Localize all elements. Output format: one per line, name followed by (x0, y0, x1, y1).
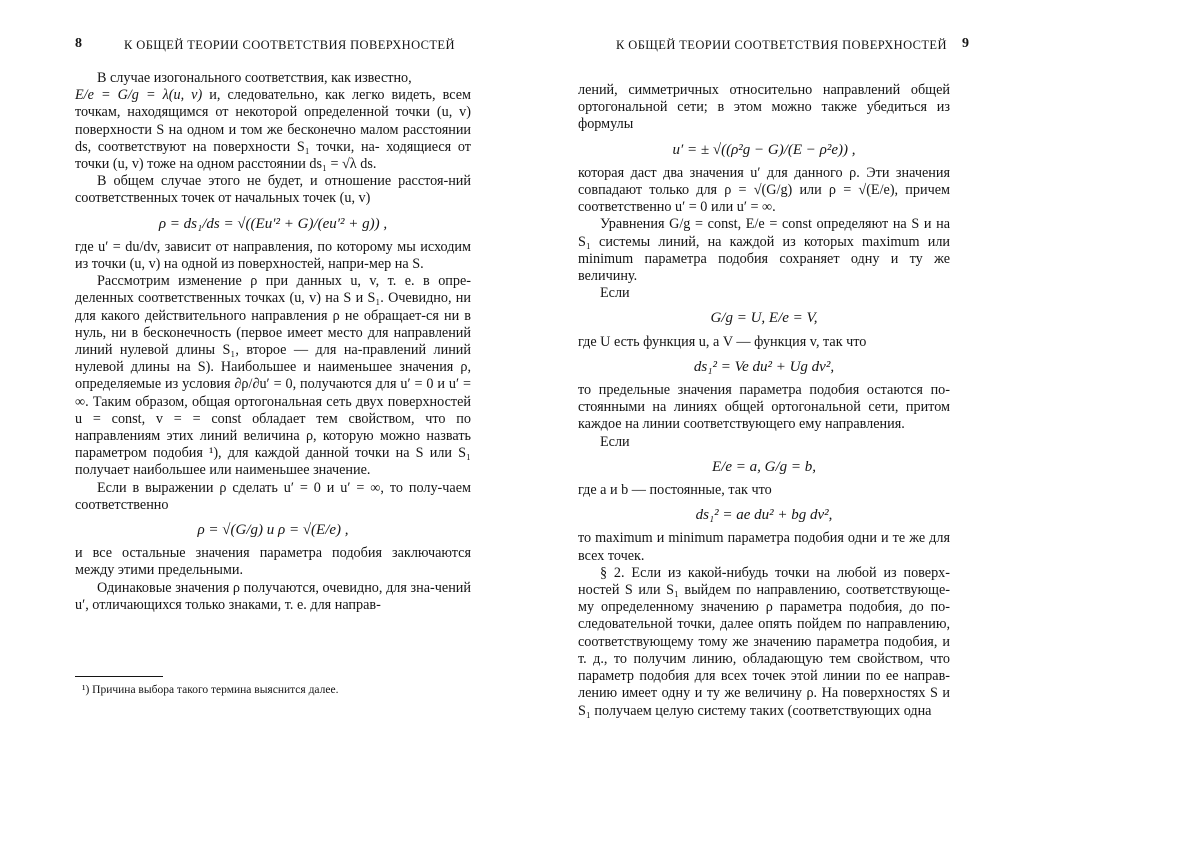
footnote-divider (75, 676, 163, 677)
paragraph: Уравнения G/g = const, E/e = const определяют на S и на S₁ системы линий, на каждой из которых maximum или minimum параметра подобия сохраняет одну и ту же величину. (578, 216, 950, 285)
paragraph: лений, симметричных относительно направлений общей ортогональной сети; в этом можно также убедиться из формулы (578, 82, 950, 133)
paragraph: Если в выражении ρ сделать u′ = 0 и u′ = ∞, то полу-чаем соответственно (75, 479, 471, 513)
formula: ρ = √(G/g) и ρ = √(E/e) , (197, 522, 349, 539)
text-line: расстоянии ds, соответствуют на поверхности S₁ точки, на- (75, 121, 471, 155)
paragraph: В общем случае этого не будет, и отношение расстоя-ний соответственных точек от начальных точек (u, v) (75, 173, 471, 207)
paragraph: Рассмотрим изменение ρ при данных u, v, т. е. в опре-деленных соответственных точках (u, v) на S и S₁. Очевидно, ни для какого действительного направления ρ не обращает-ся ни в нуль, ни в бесконечность (первое имеет место для направлений линий нулевой длины S₁, второе — для на-правлений линий нулевой длины на S). Наибольшее и наименьшее значения ρ, определяемые из условия ∂ρ/∂u′ = 0, получаются для u′ = 0 и u′ = ∞. Таким образом, общая ортогональная сеть двух поверхностей u = const, v = = const обладает тем свойством, что по направлениям этих линий величина ρ, которую можно назвать параметром подобия ¹), для каждой данной точки на S или S₁ получает наибольшее или наименьшее значение. (75, 273, 471, 479)
formula: ds₁² = Ve du² + Ug dv², (693, 358, 835, 375)
paragraph: Если (600, 285, 630, 302)
paragraph: Если (600, 433, 630, 450)
text-line: ходящиеся от точки (u, v) тоже на одном расстоянии (75, 138, 471, 173)
footnote: ¹) Причина выбора такого термина выяснится далее. (82, 684, 339, 696)
right-column (578, 82, 950, 720)
right-page (578, 0, 1200, 860)
page-number: 8 (75, 36, 82, 51)
formula: ds₁² = ae du² + bg dv², (695, 507, 833, 524)
formula: u′ = ± √((ρ²g − G)/(E − ρ²e)) , (672, 141, 856, 158)
text-line: точкам, находящимся от некоторой определенной точки (75, 104, 431, 121)
running-header: К ОБЩЕЙ ТЕОРИИ СООТВЕТСТВИЯ ПОВЕРХНОСТЕЙ (124, 38, 455, 52)
text-line: В случае изогонального соответствия, как известно, (97, 70, 412, 86)
formula: G/g = U, E/e = V, (710, 310, 818, 327)
paragraph: то предельные значения параметра подобия остаются по-стоянными на линиях общей ортогональной сети, притом каждое на линии соответствующего ему направления. (578, 382, 950, 433)
text-line: и, следовательно, как легко видеть, всем (209, 87, 471, 104)
paragraph: § 2. Если из какой-нибудь точки на любой из поверх-ностей S или S₁ выйдем по направлению, соответствующе-му определенному значению ρ параметра подобия, до по-следовательной точки, далее опять пойдем по направлению, соответствующему тому же значению параметра подобия, и т. д., то получим линию, обладающую тем свойством, что параметр подобия для всех точек этой линии по ее направ-лению имеет одну и ту же величину ρ. На поверхностях S и S₁ получаем целую систему таких (соответствующих одна (578, 564, 950, 719)
paragraph: где U есть функция u, а V — функция v, так что (578, 333, 867, 350)
left-column (75, 70, 471, 614)
paragraph: где u′ = du/dv, зависит от направления, по которому мы исходим из точки (u, v) на одной из поверхностей, напри-мер на S. (75, 238, 471, 273)
paragraph: Одинаковые значения ρ получаются, очевидно, для зна-чений u′, отличающихся только знаками, т. е. для направ- (75, 579, 471, 613)
running-header: К ОБЩЕЙ ТЕОРИИ СООТВЕТСТВИЯ ПОВЕРХНОСТЕЙ (616, 38, 947, 52)
paragraph: которая даст два значения u′ для данного ρ. Эти значения совпадают только для ρ = √(G/g) или ρ = √(E/e), причем соответственно u′ = 0 или u′ = ∞. (578, 164, 950, 216)
paragraph: где a и b — постоянные, так что (578, 482, 772, 499)
paragraph: то maximum и minimum параметра подобия одни и те же для всех точек. (578, 530, 950, 564)
paragraph: и все остальные значения параметра подобия заключаются между этими предельными. (75, 545, 471, 579)
paragraph (75, 70, 471, 173)
text-line: (u, v) поверхности S на одном и том же бесконечно малом (75, 104, 472, 138)
page-number: 9 (962, 36, 969, 51)
inline-formula: E/e = G/g = λ(u, v) (75, 87, 203, 104)
formula: E/e = a, G/g = b, (712, 458, 816, 475)
text-line: ds₁ = √λ ds. (309, 156, 377, 173)
formula: ρ = ds₁/ds = √((Eu′² + G)/(eu′² + g)) , (158, 215, 388, 232)
